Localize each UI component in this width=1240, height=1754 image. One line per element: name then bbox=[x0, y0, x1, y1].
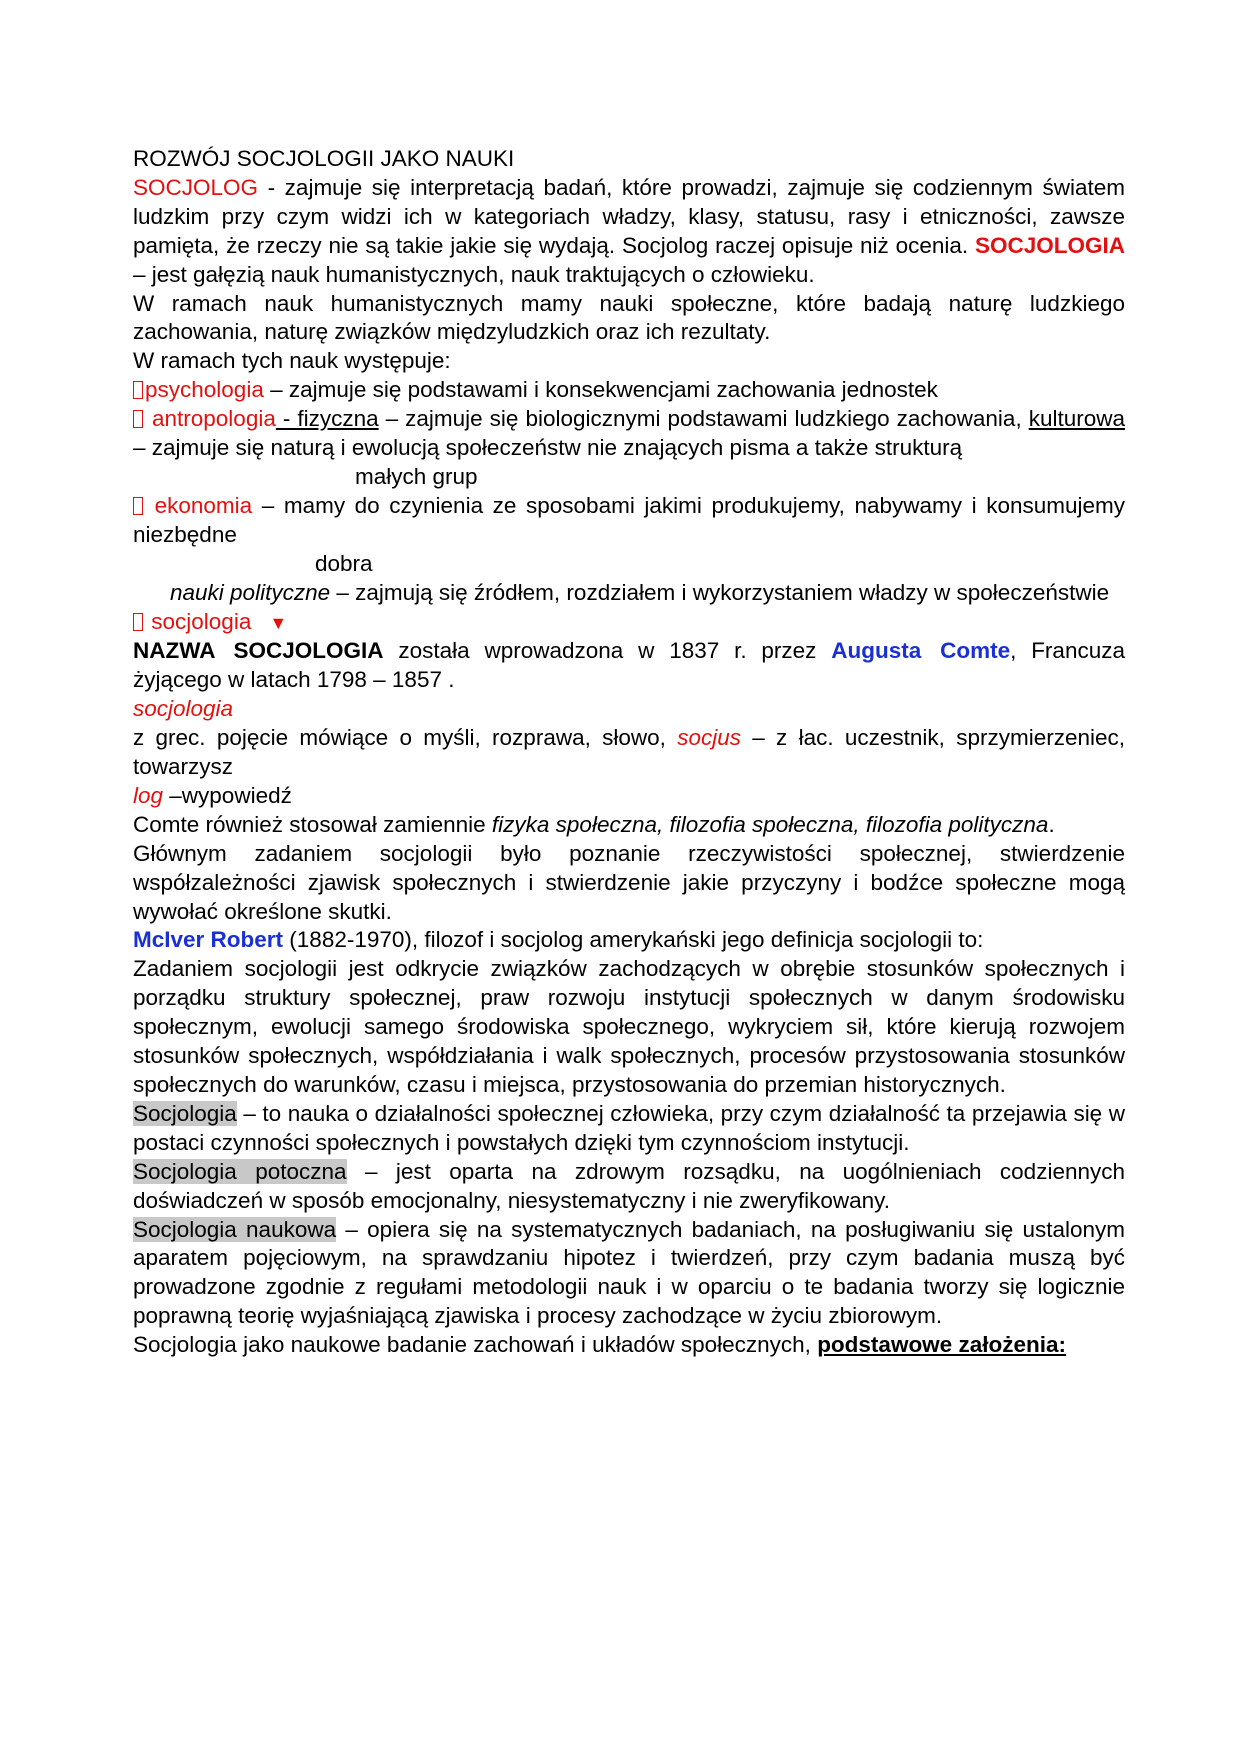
paragraph-nauki-spoleczne: W ramach nauk humanistycznych mamy nauki społeczne, które badają naturę ludzkiego zachowania, naturę związków międzyludzkich oraz ich rezultaty. bbox=[133, 290, 1125, 345]
list-item-ekonomia: ekonomia – mamy do czynienia ze sposobami jakimi produkujemy, nabywamy i konsumujemy niezbędne bbox=[133, 492, 1125, 547]
list-item-antropologia: antropologia - fizyczna – zajmuje się biologicznymi podstawami ludzkiego zachowania, kulturowa – zajmuje się naturą i ewolucją społeczeństw nie znających pisma a także strukturą bbox=[133, 406, 1125, 461]
document-title: ROZWÓJ SOCJOLOGII JAKO NAUKI bbox=[133, 146, 515, 171]
paragraph-definicja: Zadaniem socjologii jest odkrycie związków zachodzących w obrębie stosunków społecznych i porządku struktury społecznej, praw rozwoju instytucji społecznych w danym środowisku społecznym, ewolucji samego środowiska społecznego, wykryciem sił, które kierują rozwojem stosunków społecznych, współdziałania i walk społecznych, procesów przystosowania stosunków społecznych do warunków, czasu i miejsca, przystosowania do przemian historycznych. bbox=[133, 956, 1125, 1097]
document-page bbox=[133, 145, 1125, 1360]
term-socjologia: SOCJOLOGIA bbox=[974, 232, 1125, 258]
list-item-nauki-polityczne: nauki polityczne – zajmują się źródłem, rozdziałem i wykorzystaniem władzy w społeczeństwie bbox=[170, 579, 1110, 605]
bullet-box-icon bbox=[133, 613, 143, 631]
paragraph-zadanie: Głównym zadaniem socjologii było poznanie rzeczywistości społecznej, stwierdzenie współzależności zjawisk społecznych i stwierdzenie jakie przyczyny i bodźce społeczne mogą wywołać określone skutki. bbox=[133, 840, 1125, 924]
etymology-socjologia: socjologia bbox=[133, 696, 234, 722]
paragraph-zalozenia: Socjologia jako naukowe badanie zachowań i układów społecznych, podstawowe założenia: bbox=[133, 1332, 1066, 1358]
paragraph-socjolog: SOCJOLOG - zajmuje się interpretacją badań, które prowadzi, zajmuje się codziennym światem ludzkim przy czym widzi ich w kategoriach władzy, klasy, statusu, rasy i etniczności, zawsze pamięta, że rzeczy nie są takie jakie się wydają. Socjolog raczej opisuje niż ocenia. SOCJOLOGIA – jest gałęzią nauk humanistycznych, nauk traktujących o człowieku. bbox=[133, 174, 1125, 287]
bullet-box-icon bbox=[133, 381, 143, 399]
person-comte: Augusta Comte bbox=[831, 638, 1011, 664]
list-item-psychologia: psychologia – zajmuje się podstawami i konsekwencjami zachowania jednostek bbox=[133, 376, 1125, 405]
paragraph-intro-list: W ramach tych nauk występuje: bbox=[133, 348, 451, 374]
paragraph-nazwa: NAZWA SOCJOLOGIA została wprowadzona w 1837 r. przez Augusta Comte, Francuza żyjącego w latach 1798 – 1857 . bbox=[133, 638, 1125, 693]
bullet-box-icon bbox=[133, 410, 143, 428]
list-item-ekonomia-cont: dobra bbox=[315, 550, 373, 576]
paragraph-mciver: McIver Robert (1882-1970), filozof i socjolog amerykański jego definicja socjologii to: bbox=[133, 927, 984, 953]
triangle-down-icon: ▼ bbox=[269, 612, 288, 633]
paragraph-potoczna: Socjologia potoczna – jest oparta na zdrowym rozsądku, na uogólnieniach codziennych doświadczeń w sposób emocjonalny, niesystematyczny i nie zweryfikowany. bbox=[133, 1158, 1125, 1213]
paragraph-log: log –wypowiedź bbox=[133, 782, 292, 808]
list-item-antropologia-cont: małych grup bbox=[355, 463, 478, 489]
paragraph-naukowa: Socjologia naukowa – opiera się na systematycznych badaniach, na posługiwaniu się ustalonym aparatem pojęciowym, na sprawdzaniu hipotez i twierdzeń, przy czym badania muszą być prowadzone zgodnie z regułami metodologii nauk i w oparciu o te badania tworzy się logicznie poprawną teorię wyjaśniającą zjawiska i procesy zachodzące w życiu zbiorowym. bbox=[133, 1216, 1125, 1329]
list-item-socjologia: socjologia ▼ bbox=[133, 608, 1125, 638]
paragraph-socjologia: Socjologia – to nauka o działalności społecznej człowieka, przy czym działalność ta przejawia się w postaci czynności społecznych i powstałych dzięki tym czynnościom instytucji. bbox=[133, 1100, 1125, 1155]
paragraph-grec: z grec. pojęcie mówiące o myśli, rozprawa, słowo, socjus – z łac. uczestnik, sprzymierzeniec, towarzysz bbox=[133, 725, 1125, 780]
person-mciver: McIver Robert bbox=[133, 927, 284, 953]
bullet-box-icon bbox=[133, 497, 143, 515]
term-socjolog: SOCJOLOG bbox=[133, 174, 259, 200]
paragraph-comte: Comte również stosował zamiennie fizyka społeczna, filozofia społeczna, filozofia polityczna. bbox=[133, 811, 1055, 837]
